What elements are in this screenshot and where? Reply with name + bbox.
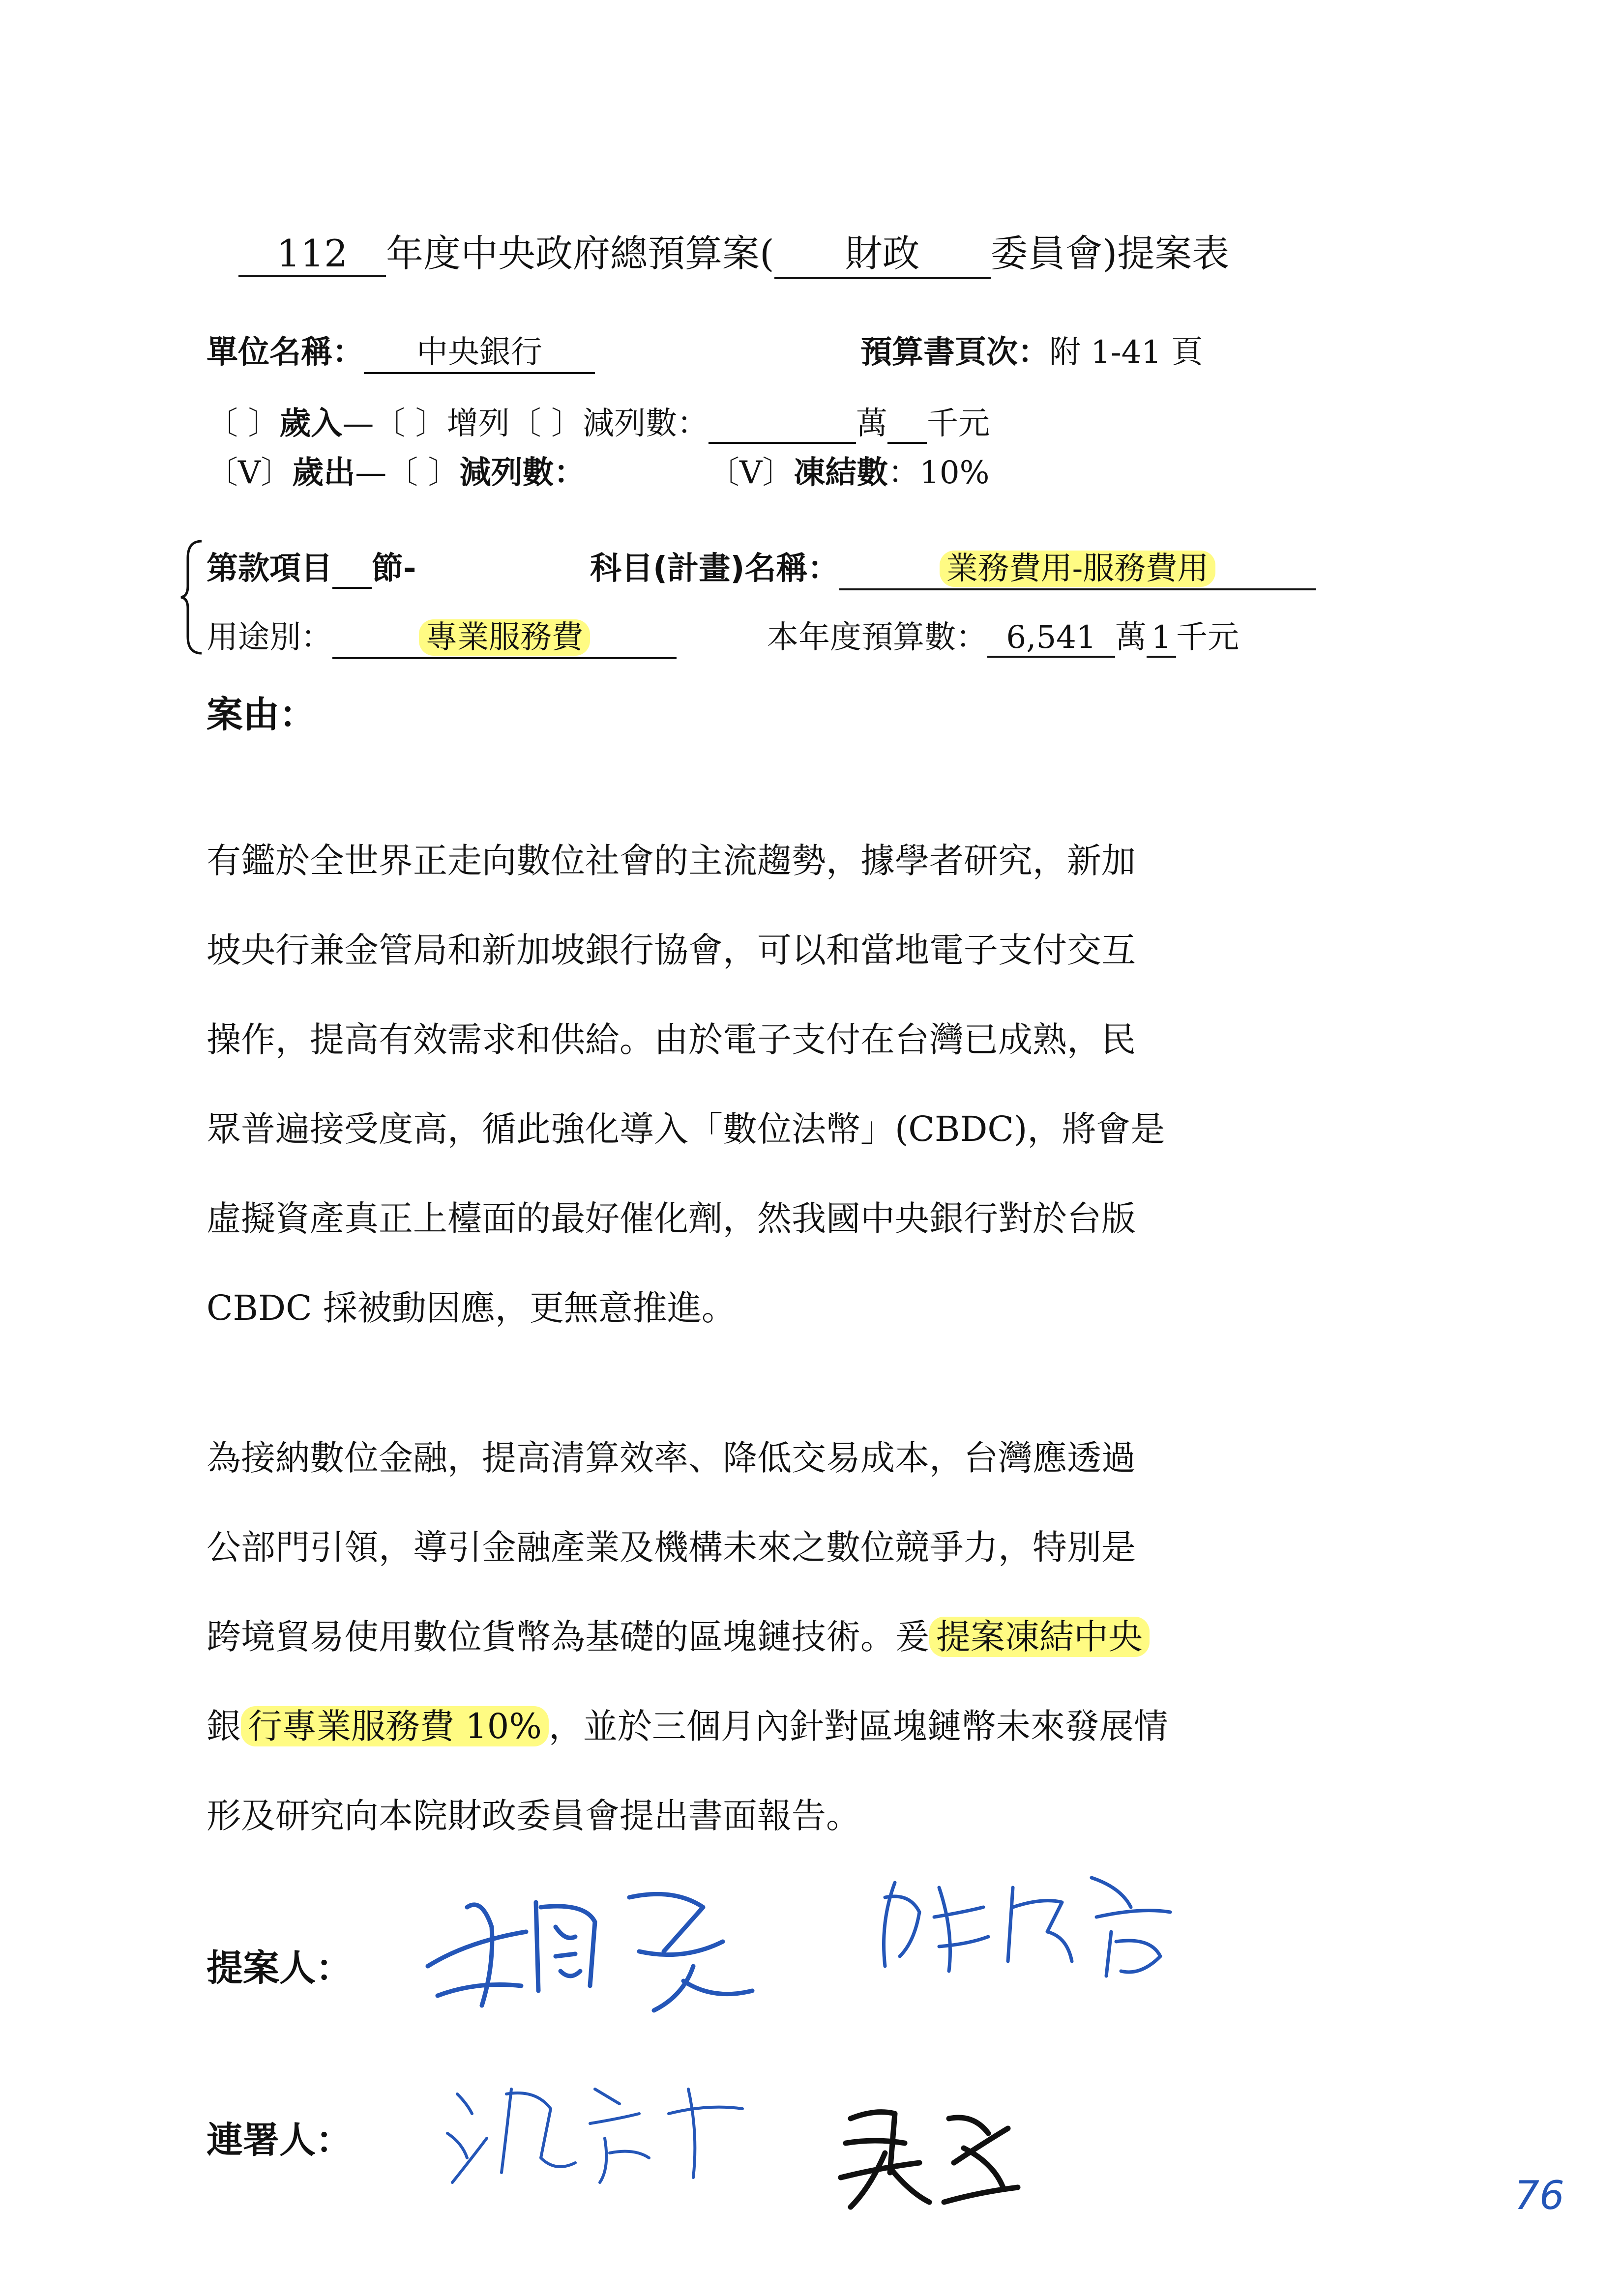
- cosigner-label: 連署人：: [207, 2119, 352, 2161]
- unit-value: 中央銀行: [364, 327, 595, 374]
- item-row: [207, 543, 416, 589]
- paragraph2-line: 形及研究向本院財政委員會提出書面報告。: [207, 1796, 860, 1836]
- title-text-1: 年度中央政府總預算案(: [386, 232, 774, 275]
- paragraph1-line: 眾普遍接受度高，循此強化導入「數位法幣」(CBDC)，將會是: [207, 1109, 1165, 1149]
- reason-paragraph-1: [207, 816, 1396, 1353]
- annual-budget-group: [767, 612, 1239, 658]
- expense-checkbox: 〔V〕: [207, 455, 293, 491]
- annual-budget-wan-unit: 萬: [1115, 619, 1147, 656]
- subject-group: [590, 543, 1316, 590]
- revenue-dash: —: [342, 406, 374, 442]
- budget-page-value: 附 1-41 頁: [1049, 334, 1203, 371]
- decrease-qian-unit: 千元: [927, 406, 990, 442]
- section-blank: [332, 551, 372, 589]
- page-mark: 76: [1514, 2173, 1565, 2218]
- form-title: [238, 224, 1229, 279]
- annual-budget-qian-unit: 千元: [1176, 619, 1239, 656]
- freeze-checkbox: 〔V〕: [708, 455, 794, 491]
- paragraph2-line4-pre: 銀: [207, 1706, 241, 1746]
- expense-dash: —: [355, 455, 387, 491]
- paragraph2-line: [207, 1682, 1396, 1771]
- proposer-label: 提案人：: [207, 1947, 352, 1989]
- title-text-2: 委員會)提案表: [990, 232, 1230, 275]
- decrease-wan-unit: 萬: [856, 406, 888, 442]
- annual-budget-wan: 6,541: [987, 619, 1115, 658]
- budget-page-label: 預算書頁次：: [860, 334, 1049, 371]
- usage-value-field: [332, 612, 677, 659]
- annual-budget-label: 本年度預算數：: [767, 619, 987, 656]
- paragraph2-line: 公部門引領，導引金融產業及機構未來之數位競爭力，特別是: [207, 1527, 1136, 1568]
- revenue-checkbox: 〔 〕: [207, 406, 280, 442]
- increase-checkbox: 〔 〕: [374, 406, 447, 442]
- paragraph1-line: 有鑑於全世界正走向數位社會的主流趨勢，據學者研究，新加: [207, 841, 1136, 881]
- reason-label: 案由：: [207, 694, 316, 736]
- usage-label: 用途別：: [207, 619, 332, 656]
- proposer-signature-1: [408, 1868, 831, 2030]
- annual-budget-qian: 1: [1147, 619, 1176, 658]
- freeze-value: ：10%: [888, 455, 990, 491]
- decrease-label: 減列數：: [583, 406, 709, 442]
- cosigner-signature-2: [831, 2089, 1037, 2217]
- highlight-proposal: 提案凍結中央: [929, 1617, 1150, 1657]
- paragraph2-line3-text: 跨境貿易使用數位貨幣為基礎的區塊鏈技術。爰: [207, 1617, 929, 1657]
- cosigner-signature-1: [433, 2060, 767, 2197]
- expense-label: 歲出: [292, 455, 355, 491]
- decrease-wan-blank: [709, 406, 856, 444]
- decrease-qian-blank: [887, 406, 927, 444]
- increase-label: 增列: [446, 406, 510, 442]
- paragraph1-line: 坡央行兼金管局和新加坡銀行協會，可以和當地電子支付交互: [207, 930, 1136, 970]
- freeze-label: 凍結數: [794, 455, 888, 491]
- cut-label: 減列數：: [459, 455, 586, 491]
- usage-row: [207, 612, 677, 659]
- subject-label: 科目(計畫)名稱：: [590, 551, 839, 587]
- proposer-signature-2: [865, 1858, 1210, 1996]
- title-committee: 財政: [774, 224, 991, 279]
- subject-value: 業務費用-服務費用: [940, 551, 1216, 587]
- freeze-group: [708, 447, 989, 493]
- expense-row: [207, 447, 586, 493]
- unit-label: 單位名稱：: [207, 334, 364, 371]
- paragraph1-line: CBDC 採被動因應，更無意推進。: [207, 1288, 736, 1328]
- unit-row: [207, 327, 595, 374]
- revenue-row: [207, 398, 990, 444]
- usage-value: 專業服務費: [419, 619, 590, 656]
- paragraph2-line4-post: ，並於三個月內針對區塊鏈幣未來發展情: [548, 1706, 1168, 1746]
- subject-value-field: [839, 543, 1316, 590]
- decrease-checkbox: 〔 〕: [509, 406, 583, 442]
- highlight-freeze-amount: 行專業服務費 10%: [241, 1706, 549, 1746]
- paragraph1-line: 操作，提高有效需求和供給。由於電子支付在台灣已成熟，民: [207, 1019, 1136, 1060]
- paragraph2-line: [207, 1592, 1396, 1682]
- budget-page-row: [860, 327, 1203, 372]
- cut-checkbox: 〔 〕: [386, 455, 460, 491]
- paragraph1-line: 虛擬資產真正上檯面的最好催化劑，然我國中央銀行對於台版: [207, 1198, 1136, 1239]
- section-suffix: 節-: [372, 551, 416, 587]
- reason-paragraph-2: [207, 1413, 1396, 1860]
- paragraph2-line: 為接納數位金融，提高清算效率、降低交易成本，台灣應透過: [207, 1438, 1136, 1478]
- section-label: 第款項目: [207, 551, 332, 587]
- revenue-label: 歲入: [279, 406, 343, 442]
- group-brace: [177, 538, 207, 656]
- title-year: 112: [238, 232, 386, 277]
